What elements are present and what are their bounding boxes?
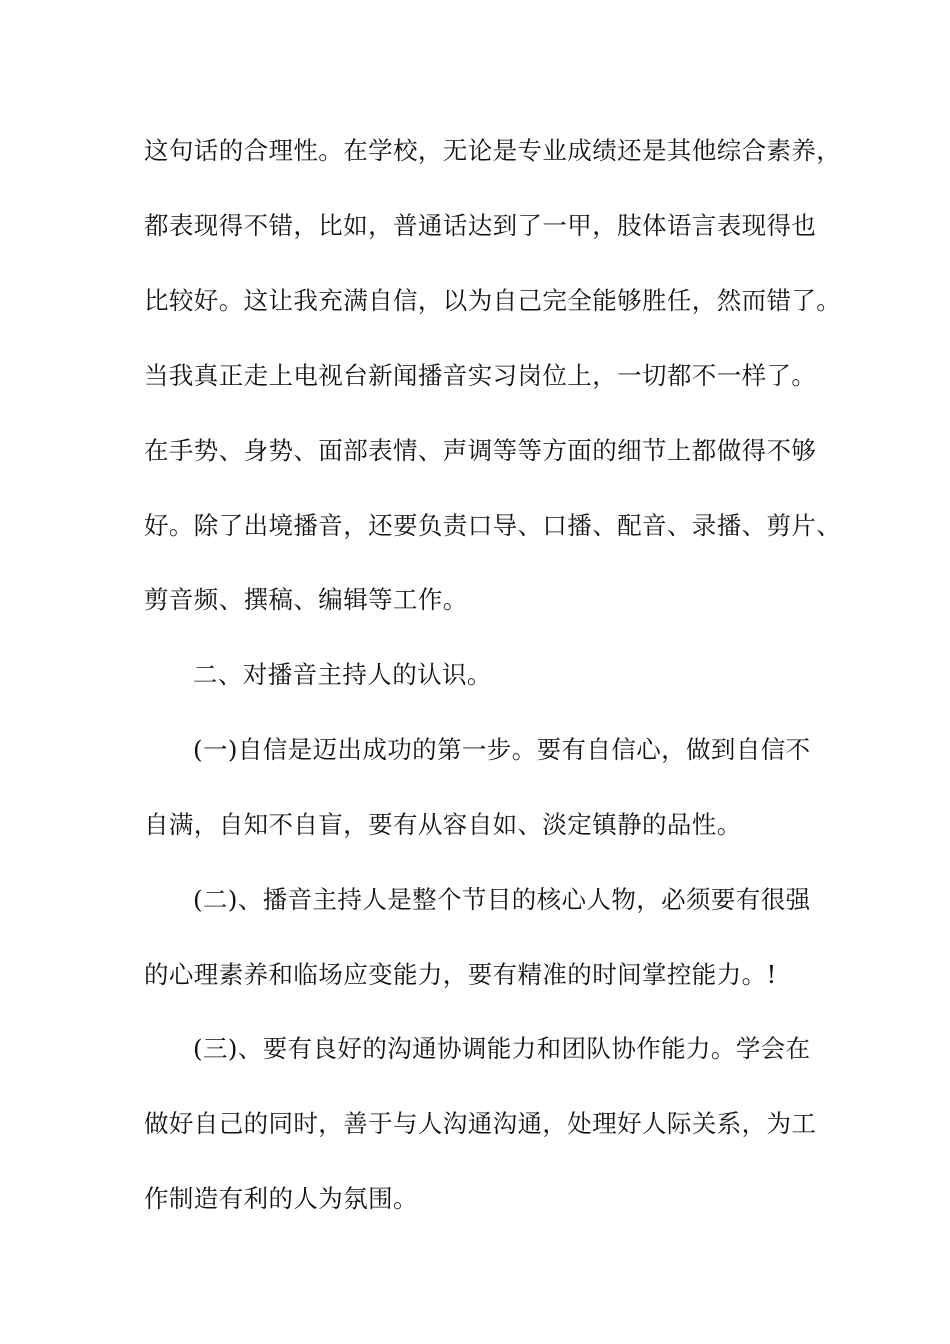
text-line: 作制造有利的人为氛围。 (144, 1184, 418, 1213)
text-line: 当我真正走上电视台新闻播音实习岗位上，一切都不一样了。 (144, 361, 817, 390)
text-line: 这句话的合理性。在学校，无论是专业成绩还是其他综合素养， (144, 136, 842, 165)
text-line: 在手势、身势、面部表情、声调等等方面的细节上都做得不够 (144, 436, 817, 465)
section-heading: 二、对播音主持人的认识。 (193, 660, 492, 689)
text-line: 自满，自知不自盲，要有从容自如、淡定镇静的品性。 (144, 810, 742, 839)
text-line: 的心理素养和临场应变能力，要有精准的时间掌控能力。! (144, 960, 777, 989)
text-line: 比较好。这让我充满自信，以为自己完全能够胜任，然而错了。 (144, 286, 842, 315)
text-line: (三)、要有良好的沟通协调能力和团队协作能力。学会在 (193, 1034, 811, 1063)
text-line: (二)、播音主持人是整个节目的核心人物，必须要有很强 (193, 885, 811, 914)
text-line: 做好自己的同时，善于与人沟通沟通，处理好人际关系，为工 (144, 1109, 817, 1138)
text-line: 剪音频、撰稿、编辑等工作。 (144, 585, 468, 614)
text-line: (一)自信是迈出成功的第一步。要有自信心，做到自信不 (193, 735, 811, 764)
text-line: 好。除了出境播音，还要负责口导、口播、配音、录播、剪片、 (144, 511, 842, 540)
text-line: 都表现得不错，比如，普通话达到了一甲，肢体语言表现得也 (144, 211, 817, 240)
